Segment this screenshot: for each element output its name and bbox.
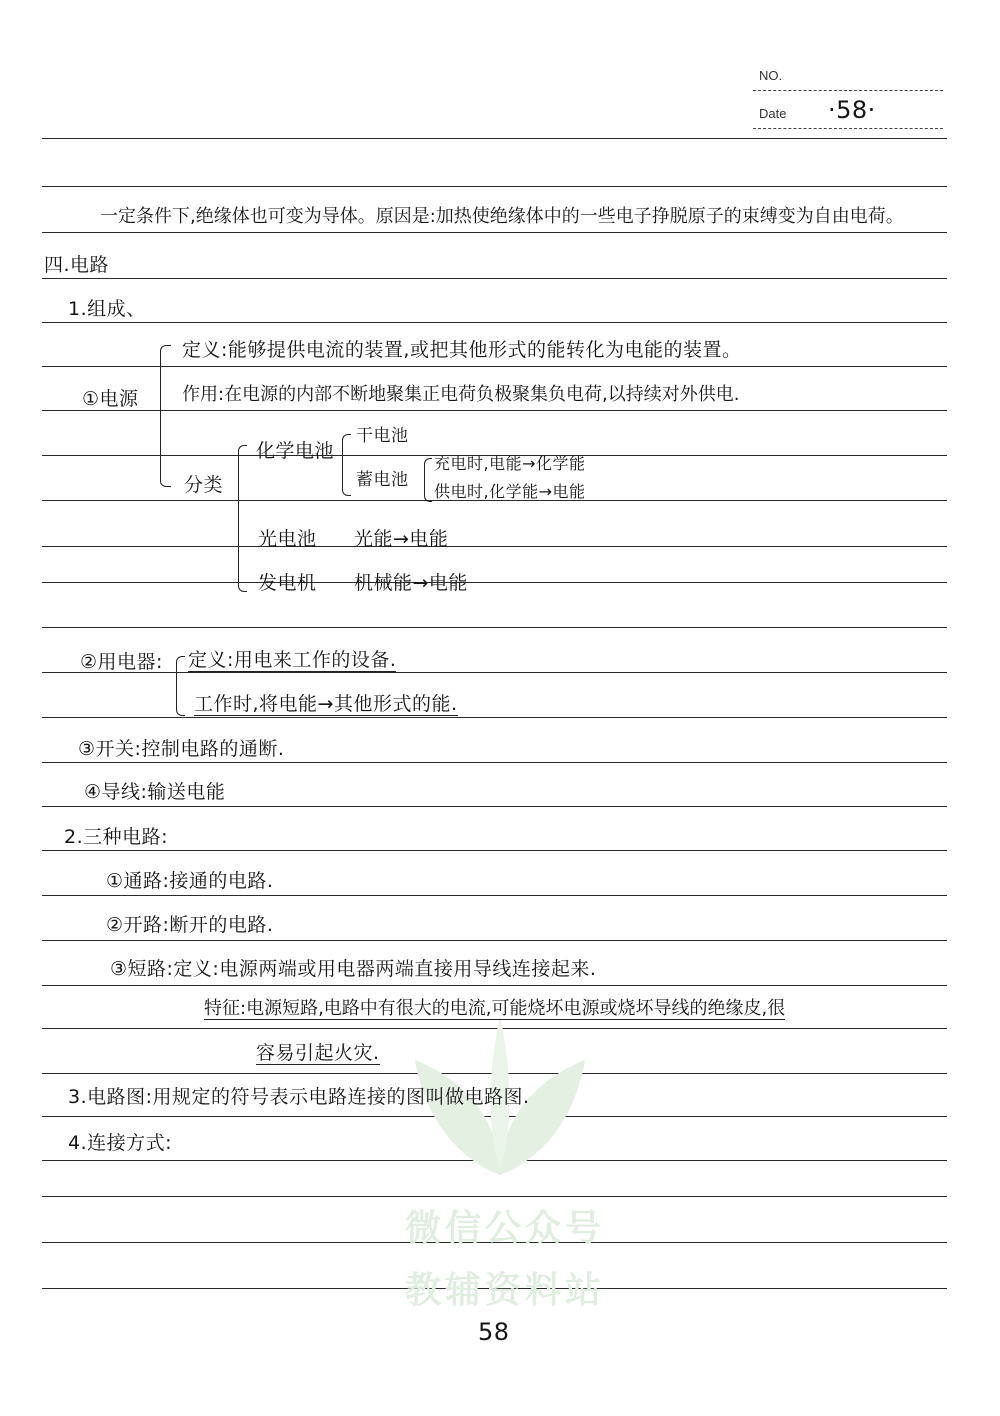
- item-4-connection-method: 4.连接方式:: [68, 1132, 173, 1154]
- ruled-line: [42, 186, 947, 187]
- short-circuit: ③短路:定义:电源两端或用电器两端直接用导线连接起来.: [110, 958, 597, 980]
- open-circuit: ②开路:断开的电路.: [106, 914, 274, 936]
- power-source-definition: 定义:能够提供电流的装置,或把其他形式的能转化为电能的装置。: [182, 339, 742, 361]
- storage-cell-brace: [424, 458, 432, 502]
- ruled-line: [42, 762, 947, 763]
- ruled-line: [42, 582, 947, 583]
- ruled-line: [42, 546, 947, 547]
- item-1-composition: 1.组成、: [68, 298, 146, 320]
- short-circuit-feature: 特征:电源短路,电路中有很大的电流,可能烧坏电源或烧坏导线的绝缘皮,很: [204, 998, 786, 1019]
- generator: 发电机: [258, 572, 317, 594]
- chemical-battery-brace: [342, 434, 351, 496]
- item-3-circuit-diagram: 3.电路图:用规定的符号表示电路连接的图叫做电路图.: [68, 1086, 530, 1108]
- classification-label: 分类: [184, 474, 224, 496]
- short-circuit-feature-cont: 容易引起火灾.: [256, 1042, 380, 1064]
- dry-cell: 干电池: [356, 426, 409, 446]
- ruled-line: [42, 717, 947, 718]
- closed-circuit: ①通路:接通的电路.: [106, 870, 274, 892]
- page-number: 58: [478, 1318, 510, 1346]
- ruled-line: [42, 410, 947, 411]
- switch-line: ③开关:控制电路的通断.: [78, 738, 285, 760]
- ruled-line: [42, 278, 947, 279]
- ruled-line: [42, 627, 947, 628]
- no-label: NO.: [759, 68, 783, 83]
- discharging-conversion: 供电时,化学能→电能: [434, 482, 586, 501]
- item-2-three-circuits: 2.三种电路:: [64, 826, 169, 848]
- appliance-brace: [176, 656, 185, 716]
- power-source-brace: [160, 345, 171, 487]
- appliance-definition: 定义:用电来工作的设备.: [188, 649, 397, 671]
- generator-conversion: 机械能→电能: [354, 572, 468, 594]
- ruled-line: [42, 138, 947, 139]
- ruled-line: [42, 366, 947, 367]
- ruled-line: [42, 850, 947, 851]
- classification-brace: [238, 445, 247, 592]
- watermark-line1: 微信公众号: [404, 1208, 605, 1249]
- ruled-line: [42, 322, 947, 323]
- ruled-line: [42, 940, 947, 941]
- ruled-line: [42, 806, 947, 807]
- ruled-line: [42, 985, 947, 986]
- photo-cell: 光电池: [258, 528, 317, 550]
- charging-conversion: 充电时,电能→化学能: [434, 454, 586, 473]
- section-heading-circuit: 四.电路: [44, 254, 110, 276]
- power-source-function: 作用:在电源的内部不断地聚集正电荷负极聚集负电荷,以持续对外供电.: [182, 384, 740, 405]
- chemical-battery: 化学电池: [256, 440, 335, 462]
- storage-cell: 蓄电池: [356, 470, 409, 490]
- wire-line: ④导线:输送电能: [84, 781, 226, 803]
- date-label: Date: [759, 106, 787, 121]
- ruled-line: [42, 895, 947, 896]
- no-dashed-line: [753, 90, 943, 91]
- date-value: ·58·: [828, 96, 876, 124]
- ruled-line: [42, 232, 947, 233]
- date-dashed-line: [753, 128, 943, 129]
- photo-cell-conversion: 光能→电能: [354, 528, 449, 550]
- watermark-line2: 教辅资料站: [404, 1270, 605, 1311]
- intro-line: 一定条件下,绝缘体也可变为导体。原因是:加热使绝缘体中的一些电子挣脱原子的束缚变为自由电荷。: [100, 206, 904, 227]
- power-source-label: ①电源: [82, 388, 139, 410]
- appliance-label: ②用电器:: [80, 651, 163, 673]
- ruled-line: [42, 1196, 947, 1197]
- appliance-work: 工作时,将电能→其他形式的能.: [194, 693, 458, 715]
